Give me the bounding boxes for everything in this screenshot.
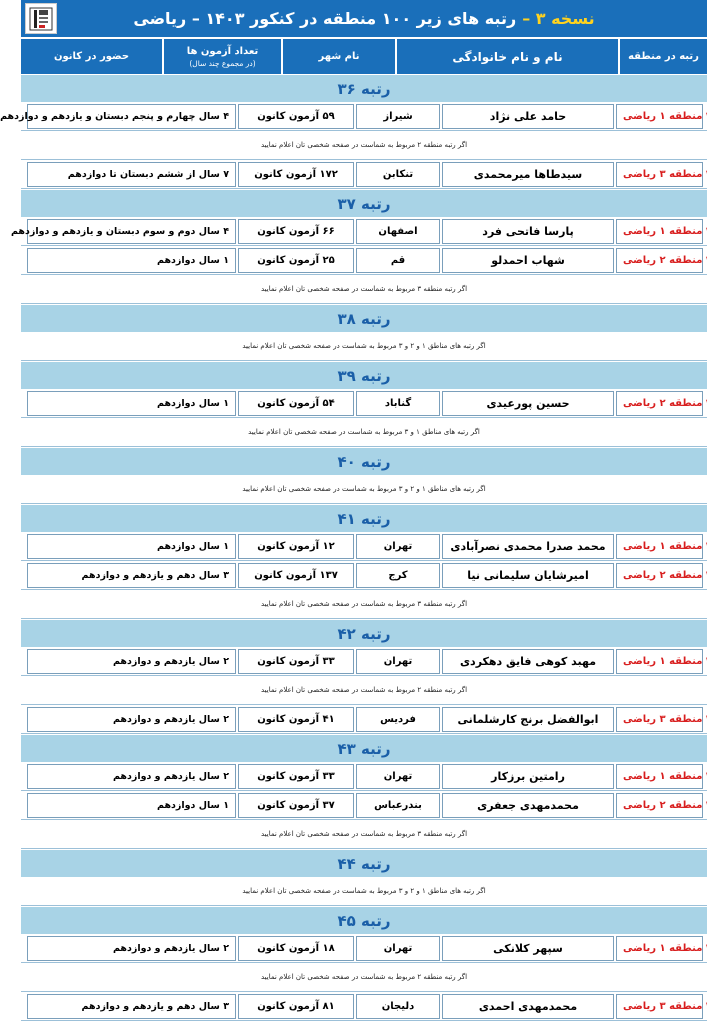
region-note: اگر رتبه منطقه ۲ مربوط به شماست در صفحه شخصی تان اعلام نمایید [21,131,707,160]
city-cell: اصفهان [356,219,440,244]
name-cell: محمدمهدی احمدی [442,994,614,1019]
city-cell: بندرعباس [356,793,440,818]
logo-icon [25,3,57,34]
column-header-city [281,39,395,74]
rank-group-header: رتبه ۴۰ [21,447,707,475]
exams-cell: ۱۳۷ آزمون کانون [238,563,354,588]
exams-cell: ۴۱ آزمون کانون [238,707,354,732]
rank-group-header: رتبه ۳۷ [21,189,707,217]
region-note: اگر رتبه منطقه ۳ مربوط به شماست در صفحه شخصی تان اعلام نمایید [21,590,707,619]
results-list [0,74,707,1021]
city-cell: قم [356,248,440,273]
rank-group-header: رتبه ۴۲ [21,619,707,647]
region-cell: منطقه ۱ ریاضی [616,104,703,129]
attendance-cell: ۱ سال دوازدهم [27,793,236,818]
name-cell: امیرشایان سلیمانی نیا [442,563,614,588]
region-cell: منطقه ۱ ریاضی [616,219,703,244]
rank-group-header: رتبه ۴۳ [21,734,707,762]
table-row [0,102,707,131]
region-note: اگر رتبه های مناطق ۱ و ۲ و ۳ مربوط به شماست در صفحه شخصی تان اعلام نمایید [21,475,707,504]
name-cell: حسین پورعیدی [442,391,614,416]
region-cell: منطقه ۳ ریاضی [616,162,703,187]
region-cell: منطقه ۱ ریاضی [616,764,703,789]
region-cell: منطقه ۲ ریاضی [616,793,703,818]
exams-cell: ۳۳ آزمون کانون [238,649,354,674]
column-header-name [395,39,618,74]
column-header-attendance [21,39,162,74]
region-cell: منطقه ۱ ریاضی [616,649,703,674]
name-cell: محمدمهدی جعفری [442,793,614,818]
table-row [21,992,707,1021]
exams-cell: ۶۶ آزمون کانون [238,219,354,244]
city-cell: تهران [356,764,440,789]
title-prefix: نسخه ۳ – [522,9,595,28]
page-title [21,0,707,37]
city-cell: گناباد [356,391,440,416]
city-cell: شیراز [356,104,440,129]
table-row [10,217,707,246]
table-row [21,160,707,189]
region-cell: منطقه ۳ ریاضی [616,994,703,1019]
region-note: اگر رتبه منطقه ۳ مربوط به شماست در صفحه شخصی تان اعلام نمایید [21,820,707,849]
table-row [21,934,707,963]
attendance-cell: ۲ سال یازدهم و دوازدهم [27,936,236,961]
name-cell: مهبد کوهی فایق دهکردی [442,649,614,674]
region-note: اگر رتبه های مناطق ۱ و ۲ و ۳ مربوط به شماست در صفحه شخصی تان اعلام نمایید [21,877,707,906]
attendance-cell: ۳ سال دهم و یازدهم و دوازدهم [27,994,236,1019]
table-row [21,532,707,561]
rank-group-header: رتبه ۴۴ [21,849,707,877]
attendance-cell: ۴ سال چهارم و پنجم دبستان و یازدهم و دوازدهم [27,104,236,129]
column-header-attendance-label: حضور در کانون [53,51,130,62]
city-cell: تهران [356,534,440,559]
column-header-exams [162,39,281,74]
exams-cell: ۳۳ آزمون کانون [238,764,354,789]
exams-cell: ۳۷ آزمون کانون [238,793,354,818]
column-header-name-label: نام و نام خانوادگی [452,49,563,64]
title-main: رتبه های زیر ۱۰۰ منطقه در کنکور ۱۴۰۳ – ریاضی [133,9,517,28]
name-cell: سپهر کلانکی [442,936,614,961]
name-cell: شهاب احمدلو [442,248,614,273]
region-cell: منطقه ۱ ریاضی [616,534,703,559]
exams-cell: ۱۷۲ آزمون کانون [238,162,354,187]
exams-cell: ۵۴ آزمون کانون [238,391,354,416]
table-row [21,389,707,418]
attendance-cell: ۴ سال دوم و سوم دبستان و یازدهم و دوازدهم [27,219,236,244]
attendance-cell: ۱ سال دوازدهم [27,391,236,416]
exams-cell: ۱۸ آزمون کانون [238,936,354,961]
table-row [21,246,707,275]
name-cell: ابوالفضل برنج کارشلمانی [442,707,614,732]
rank-group-header: رتبه ۳۶ [21,74,707,102]
column-header-city-label: نام شهر [318,51,360,62]
city-cell: کرج [356,563,440,588]
exams-cell: ۸۱ آزمون کانون [238,994,354,1019]
region-cell: منطقه ۲ ریاضی [616,563,703,588]
attendance-cell: ۷ سال از ششم دبستان تا دوازدهم [27,162,236,187]
rank-group-header: رتبه ۴۱ [21,504,707,532]
region-note: اگر رتبه منطقه ۲ مربوط به شماست در صفحه شخصی تان اعلام نمایید [21,963,707,992]
city-cell: دلیجان [356,994,440,1019]
column-header-rank-label: رتبه در منطقه [628,51,699,62]
region-note: اگر رتبه های مناطق ۱ و ۲ و ۳ مربوط به شماست در صفحه شخصی تان اعلام نمایید [21,332,707,361]
region-cell: منطقه ۲ ریاضی [616,248,703,273]
name-cell: رامتین برزکار [442,764,614,789]
city-cell: تهران [356,936,440,961]
column-header-exams-sublabel: (در مجموع چند سال) [189,58,256,68]
region-cell: منطقه ۳ ریاضی [616,707,703,732]
table-row [21,762,707,791]
region-note: اگر رتبه منطقه ۲ مربوط به شماست در صفحه شخصی تان اعلام نمایید [21,676,707,705]
attendance-cell: ۳ سال دهم و یازدهم و دوازدهم [27,563,236,588]
region-note: اگر رتبه های مناطق ۱ و ۳ مربوط به شماست در صفحه شخصی تان اعلام نمایید [21,418,707,447]
rank-group-header: رتبه ۴۵ [21,906,707,934]
column-header-rank [618,39,707,74]
region-cell: منطقه ۲ ریاضی [616,391,703,416]
attendance-cell: ۱ سال دوازدهم [27,534,236,559]
attendance-cell: ۱ سال دوازدهم [27,248,236,273]
city-cell: تنکابن [356,162,440,187]
name-cell: سیدطاها میرمحمدی [442,162,614,187]
column-header-exams-label: تعداد آزمون ها [186,45,259,57]
exams-cell: ۱۲ آزمون کانون [238,534,354,559]
attendance-cell: ۲ سال یازدهم و دوازدهم [27,649,236,674]
attendance-cell: ۲ سال یازدهم و دوازدهم [27,707,236,732]
column-header-row [21,37,707,74]
region-note: اگر رتبه منطقه ۳ مربوط به شماست در صفحه شخصی تان اعلام نمایید [21,275,707,304]
table-row [21,647,707,676]
rank-group-header: رتبه ۳۸ [21,304,707,332]
name-cell: محمد صدرا محمدی نصرآبادی [442,534,614,559]
name-cell: حامد علی نژاد [442,104,614,129]
name-cell: پارسا فاتحی فرد [442,219,614,244]
attendance-cell: ۲ سال یازدهم و دوازدهم [27,764,236,789]
table-row [21,705,707,734]
city-cell: فردیس [356,707,440,732]
exams-cell: ۵۹ آزمون کانون [238,104,354,129]
city-cell: تهران [356,649,440,674]
table-row [21,561,707,590]
exams-cell: ۲۵ آزمون کانون [238,248,354,273]
table-row [21,791,707,820]
region-cell: منطقه ۱ ریاضی [616,936,703,961]
rank-group-header: رتبه ۳۹ [21,361,707,389]
